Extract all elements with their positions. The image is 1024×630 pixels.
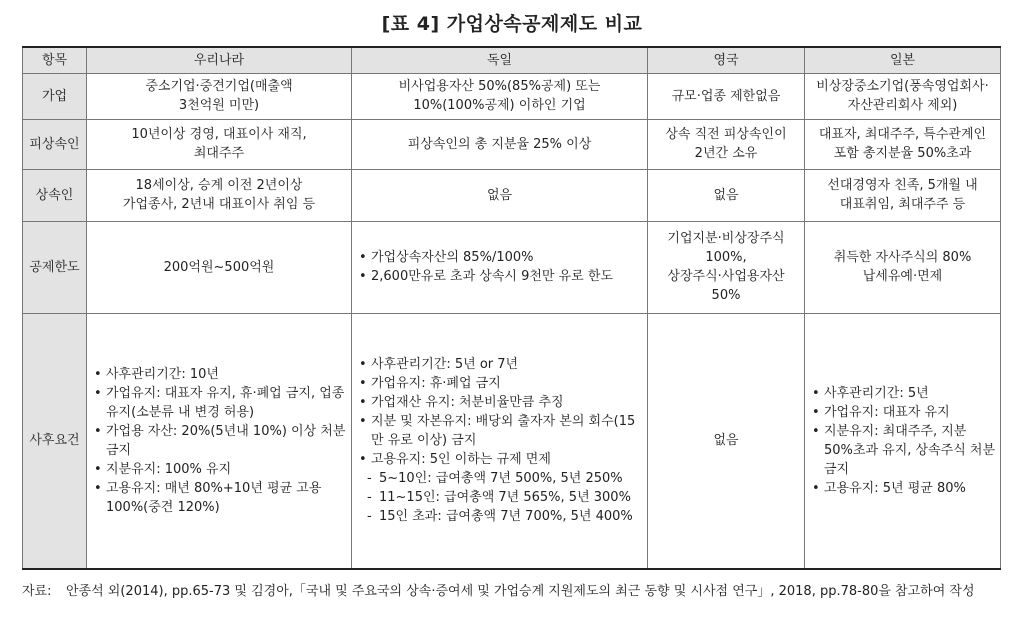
list-item: • 가업용 자산: 20%(5년내 10%) 이상 처분금지 <box>92 422 346 460</box>
cell-germany <box>352 313 648 569</box>
cell-korea <box>87 313 352 569</box>
bullet-list <box>810 384 995 498</box>
cell-line: 없음 <box>713 187 739 203</box>
cell-line: 3천억원 미만) <box>178 98 260 113</box>
cell-line: 200억원~500억원 <box>163 259 275 275</box>
list-item: • 가업상속자산의 85%/100% <box>357 248 642 267</box>
cell-germany <box>352 169 648 221</box>
list-item: • 지분유지: 100% 유지 <box>92 460 346 479</box>
sub-list-item: - 15인 초과: 급여총액 7년 700%, 5년 400% <box>357 507 642 526</box>
list-item: • 고용유지: 매년 80%+10년 평균 고용 100%(중견 120%) <box>92 479 346 517</box>
cell-korea <box>87 119 352 169</box>
header-cell-germany: 독일 <box>352 47 648 73</box>
cell-line: 10%(100%공제) 이하인 기업 <box>413 98 586 113</box>
cell-line: 100%, <box>705 250 747 265</box>
cell-line: 상속 직전 피상속인이 <box>665 127 787 142</box>
list-item: • 사후관리기간: 10년 <box>92 365 346 384</box>
header-cell-korea: 우리나라 <box>87 47 352 73</box>
cell-line: 가업종사, 2년내 대표이사 취임 등 <box>122 197 316 212</box>
cell-line: 없음 <box>486 187 513 203</box>
row-label: 상속인 <box>23 169 87 221</box>
list-item: • 사후관리기간: 5년 <box>810 384 995 403</box>
cell-line: 포함 총지분율 50%초과 <box>833 146 972 161</box>
header-row <box>23 47 1001 73</box>
row-label: 사후요건 <box>23 313 87 569</box>
cell-line: 취득한 자사주식의 80% <box>833 250 972 265</box>
bullet-list <box>357 248 642 286</box>
cell-japan <box>805 313 1001 569</box>
row-label: 피상속인 <box>23 119 87 169</box>
cell-uk <box>648 221 805 313</box>
cell-line: 상장주식·사업용자산 <box>667 269 785 284</box>
table-row <box>23 119 1001 169</box>
cell-line: 기업지분·비상장주식 <box>667 231 785 246</box>
list-item: • 지분유지: 최대주주, 지분 50%초과 유지, 상속주식 처분금지 <box>810 422 995 479</box>
cell-line: 비사업용자산 50%(85%공제) 또는 <box>398 79 601 94</box>
cell-line: 2년간 소유 <box>694 146 758 161</box>
list-item: • 고용유지: 5년 평균 80% <box>810 479 995 498</box>
header-cell-item: 항목 <box>23 47 87 73</box>
cell-korea <box>87 169 352 221</box>
cell-germany <box>352 119 648 169</box>
cell-line: 50% <box>711 288 741 303</box>
cell-line: 대표취임, 최대주주 등 <box>839 197 966 212</box>
table-title: [표 4] 가업상속공제제도 비교 <box>381 13 643 35</box>
row-label: 가업 <box>23 73 87 119</box>
header-cell-japan: 일본 <box>805 47 1001 73</box>
cell-japan <box>805 169 1001 221</box>
cell-line: 대표자, 최대주주, 특수관계인 <box>818 127 987 142</box>
table-row <box>23 221 1001 313</box>
list-item: • 2,600만유로 초과 상속시 9천만 유로 한도 <box>357 267 642 286</box>
table-row <box>23 73 1001 119</box>
cell-line: 비상장중소기업(풍속영업회사· <box>816 79 989 94</box>
cell-japan <box>805 73 1001 119</box>
cell-korea <box>87 73 352 119</box>
cell-japan <box>805 221 1001 313</box>
list-item: • 사후관리기간: 5년 or 7년 <box>357 355 642 374</box>
cell-line: 없음 <box>713 433 739 449</box>
list-item: • 고용유지: 5인 이하는 규제 면제 <box>357 450 642 469</box>
cell-japan <box>805 119 1001 169</box>
bullet-list <box>92 365 346 517</box>
bullet-list <box>357 355 642 526</box>
source-label: 자료: <box>22 584 52 599</box>
cell-line: 10년이상 경영, 대표이사 재직, <box>131 127 307 142</box>
cell-line: 중소기업·중견기업(매출액 <box>145 79 293 94</box>
comparison-table <box>22 46 1001 570</box>
cell-germany <box>352 73 648 119</box>
cell-line: 자산관리회사 제외) <box>847 98 958 113</box>
cell-uk <box>648 169 805 221</box>
list-item: • 가업유지: 휴·폐업 금지 <box>357 374 642 393</box>
source-note <box>22 582 1007 601</box>
cell-korea <box>87 221 352 313</box>
table-row <box>23 313 1001 569</box>
list-item: • 가업유지: 대표자 유지 <box>810 403 995 422</box>
cell-line: 18세이상, 승계 이전 2년이상 <box>135 178 303 193</box>
cell-line: 피상속인의 총 지분율 25% 이상 <box>407 136 592 152</box>
sub-list-item: - 11~15인: 급여총액 7년 565%, 5년 300% <box>357 488 642 507</box>
cell-uk <box>648 119 805 169</box>
cell-line: 납세유예·면제 <box>862 269 943 284</box>
row-label: 공제한도 <box>23 221 87 313</box>
cell-germany <box>352 221 648 313</box>
cell-uk <box>648 73 805 119</box>
cell-line: 최대주주 <box>193 146 245 161</box>
cell-line: 선대경영자 친족, 5개월 내 <box>827 178 978 193</box>
cell-uk <box>648 313 805 569</box>
table-row <box>23 169 1001 221</box>
list-item: • 가업재산 유지: 처분비율만큼 추징 <box>357 393 642 412</box>
source-text: 안종석 외(2014), pp.65-73 및 김경아,「국내 및 주요국의 상속·증여세 및 가업승계 지원제도의 최근 동향 및 시사점 연구」, 2018, pp.78-80을 참고하여 작성 <box>66 584 975 599</box>
list-item: • 지분 및 자본유지: 배당외 출자자 본의 회수(15만 유로 이상) 금지 <box>357 412 642 450</box>
sub-list-item: - 5~10인: 급여총액 7년 500%, 5년 250% <box>357 469 642 488</box>
cell-line: 규모·업종 제한없음 <box>671 88 781 104</box>
header-cell-uk: 영국 <box>648 47 805 73</box>
list-item: • 가업유지: 대표자 유지, 휴·폐업 금지, 업종유지(소분류 내 변경 허용) <box>92 384 346 422</box>
